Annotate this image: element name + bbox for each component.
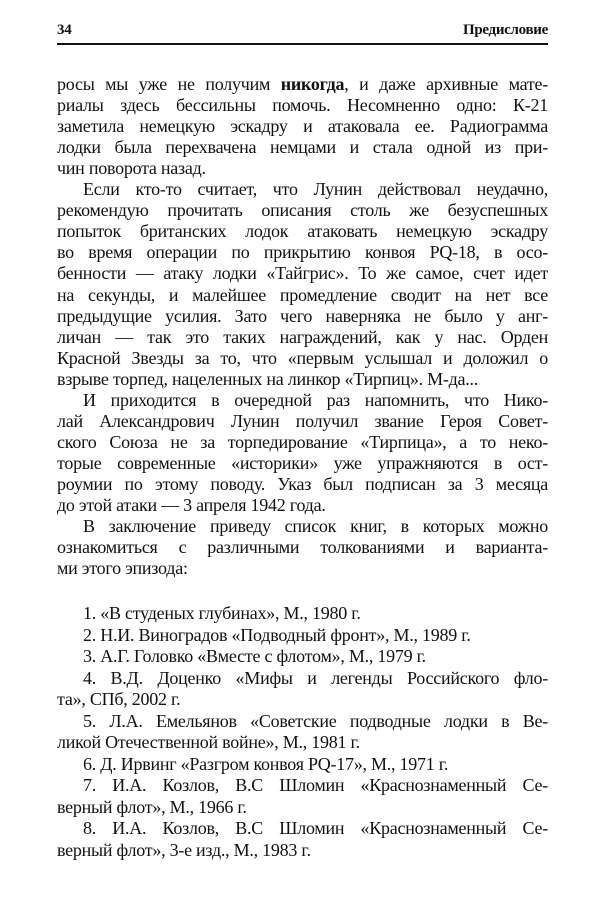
text-line: 5. Л.А. Емельянов «Советские подводные лодки в Ве- [83,710,548,731]
text-line: ми этого эпизода: [57,558,188,579]
text-line: взрыве торпед, нацеленных на линкор «Тирпиц». М-да... [57,368,479,389]
text-line: лай Александрович Лунин получил звание Героя Совет- [57,410,548,431]
text-line: Если кто-то считает, что Лунин действовал неудачно, [83,179,548,200]
text-line: 4. В.Д. Доценко «Мифы и легенды Российского фло- [83,667,548,688]
text-line: во время операции по прикрытию конвоя PQ-18, в осо- [57,242,548,263]
text-line: на секунды, и малейшее промедление сводит на нет все [57,284,548,305]
text-line: И приходится в очередной раз напомнить, что Нико- [83,389,548,410]
running-header-title: Предисловие [462,22,548,38]
text-line: ликой Отечественной войне», М., 1981 г. [57,732,360,752]
text-line: 1. «В студеных глубинах», М., 1980 г. [83,603,361,623]
text-line: та», СПб, 2002 г. [57,689,181,709]
text-line: ского Союза не за торпедирование «Тирпица», а то неко- [57,431,548,452]
text-line: лодки была перехвачена немцами и стала одной из при- [57,137,548,158]
text-line: чин поворота назад. [57,158,206,179]
text-line: 2. Н.И. Виноградов «Подводный фронт», М., 1989 г. [83,624,471,645]
text-line: рекомендую прочитать описания столь же безуспешных [57,200,548,221]
text-segment: , и даже архивные мате- [344,74,548,94]
text-line: 7. И.А. Козлов, В.С Шломин «Краснознаменный Се- [83,775,548,795]
text-line: предыдущие усилия. Зато чего наверняка не было у анг- [57,305,548,326]
text-line: В заключение приведу список книг, в которых можно [83,516,548,537]
text-line: верный флот», 3-е изд., М., 1983 г. [57,839,311,860]
text-line: верный флот», М., 1966 г. [57,796,247,817]
text-line: роумии по этому поводу. Указ был подписан за 3 месяца [57,473,548,494]
text-line: риалы здесь бессильны помочь. Несомненно одно: К-21 [57,95,548,116]
text-line: торые современные «историки» уже упражняются в ост- [57,452,548,473]
text-line: Красной Звезды за то, что «первым услышал и доложил о [57,347,548,368]
text-line: бенности — атаку лодки «Тайгрис». То же самое, счет идет [57,263,548,284]
page-number: 34 [57,22,72,38]
text-line [57,74,548,95]
text-line: личан — так это таких награждений, как у нас. Орден [57,326,548,347]
text-line: заметила немецкую эскадру и атаковала ее. Радиограмма [57,116,548,137]
text-line: до этой атаки — 3 апреля 1942 года. [57,495,326,515]
text-line: попыток британских лодок атаковать немецкую эскадру [57,221,548,242]
text-line: ознакомиться с различными толкованиями и варианта- [57,537,548,558]
text-line: 6. Д. Ирвинг «Разгром конвоя PQ-17», М., 1971 г. [83,753,449,774]
text-line: 8. И.А. Козлов, В.С Шломин «Краснознаменный Се- [83,818,548,838]
header-rule [57,43,548,45]
text-segment: росы мы уже не получим [57,74,281,94]
text-line: 3. А.Г. Головко «Вместе с флотом», М., 1979 г. [83,646,426,666]
bold-emphasis: никогда [280,74,345,94]
